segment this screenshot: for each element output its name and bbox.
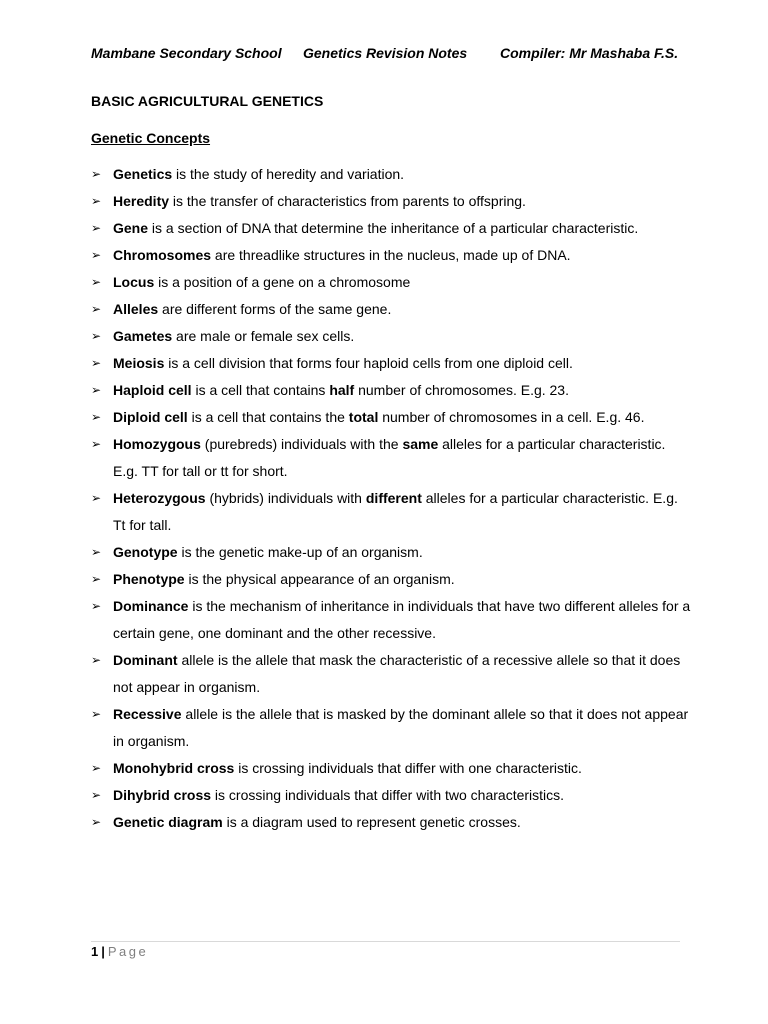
- concept-text: is the mechanism of inheritance in individuals that have two different alleles for a certain gene, one dominant and the other recessive.: [113, 598, 691, 641]
- list-item: [91, 431, 691, 485]
- concept-term: Alleles: [113, 301, 159, 317]
- concept-term: Monohybrid cross: [113, 760, 235, 776]
- header-notes-title: Genetics Revision Notes: [303, 45, 468, 61]
- concept-text: is the study of heredity and variation.: [172, 166, 405, 182]
- document-title: BASIC AGRICULTURAL GENETICS: [91, 93, 324, 109]
- list-item: [91, 809, 691, 836]
- concept-term: Gametes: [113, 328, 173, 344]
- concept-term: Heterozygous: [113, 490, 206, 506]
- concept-term: Recessive: [113, 706, 182, 722]
- list-item: [91, 647, 691, 701]
- concept-text: is a section of DNA that determine the inheritance of a particular characteristic.: [148, 220, 639, 236]
- concept-text: is a cell that contains: [191, 382, 330, 398]
- list-item: [91, 296, 691, 323]
- concept-text: is the transfer of characteristics from parents to offspring.: [169, 193, 526, 209]
- arrowhead-bullet-icon: ➢: [91, 356, 102, 370]
- concept-list: [91, 161, 691, 836]
- arrowhead-bullet-icon: ➢: [91, 788, 102, 802]
- arrowhead-bullet-icon: ➢: [91, 248, 102, 262]
- concept-term: total: [348, 409, 379, 425]
- concept-text: is a cell division that forms four haploid cells from one diploid cell.: [164, 355, 573, 371]
- arrowhead-bullet-icon: ➢: [91, 275, 102, 289]
- list-item: [91, 755, 691, 782]
- list-item: [91, 161, 691, 188]
- list-item: [91, 701, 691, 755]
- list-item: [91, 782, 691, 809]
- arrowhead-bullet-icon: ➢: [91, 653, 102, 667]
- concept-term: Dominant: [113, 652, 178, 668]
- arrowhead-bullet-icon: ➢: [91, 707, 102, 721]
- concept-text: number of chromosomes. E.g. 23.: [354, 382, 569, 398]
- concept-text: is a cell that contains the: [187, 409, 349, 425]
- arrowhead-bullet-icon: ➢: [91, 545, 102, 559]
- page-footer: [91, 944, 148, 959]
- list-item: [91, 593, 691, 647]
- concept-term: Genetics: [113, 166, 173, 182]
- list-item: [91, 566, 691, 593]
- concept-text: are threadlike structures in the nucleus, made up of DNA.: [211, 247, 571, 263]
- list-item: [91, 404, 691, 431]
- concept-term: Chromosomes: [113, 247, 212, 263]
- list-item: [91, 188, 691, 215]
- concept-term: half: [329, 382, 355, 398]
- concept-text: is the genetic make-up of an organism.: [177, 544, 423, 560]
- arrowhead-bullet-icon: ➢: [91, 599, 102, 613]
- concept-term: Locus: [113, 274, 155, 290]
- concept-text: (purebreds) individuals with the: [200, 436, 403, 452]
- concept-text: alleles for a particular characteristic. E.g. Tt for tall.: [113, 490, 678, 533]
- concept-term: Haploid cell: [113, 382, 192, 398]
- concept-term: Genotype: [113, 544, 178, 560]
- concept-term: Dominance: [113, 598, 189, 614]
- arrowhead-bullet-icon: ➢: [91, 302, 102, 316]
- concept-term: Diploid cell: [113, 409, 188, 425]
- list-item: [91, 323, 691, 350]
- arrowhead-bullet-icon: ➢: [91, 491, 102, 505]
- arrowhead-bullet-icon: ➢: [91, 194, 102, 208]
- concept-term: Meiosis: [113, 355, 165, 371]
- concept-term: Gene: [113, 220, 149, 236]
- concept-term: Heredity: [113, 193, 170, 209]
- arrowhead-bullet-icon: ➢: [91, 572, 102, 586]
- concept-text: is a position of a gene on a chromosome: [154, 274, 411, 290]
- concept-text: (hybrids) individuals with: [205, 490, 366, 506]
- list-item: [91, 215, 691, 242]
- concept-term: Genetic diagram: [113, 814, 223, 830]
- concept-text: number of chromosomes in a cell. E.g. 46.: [378, 409, 645, 425]
- header-compiler: Compiler: Mr Mashaba F.S.: [500, 45, 679, 61]
- page-separator: |: [101, 944, 105, 959]
- concept-term: different: [365, 490, 422, 506]
- list-item: [91, 485, 691, 539]
- arrowhead-bullet-icon: ➢: [91, 761, 102, 775]
- concept-text: are male or female sex cells.: [172, 328, 355, 344]
- list-item: [91, 539, 691, 566]
- concept-term: same: [402, 436, 439, 452]
- concept-text: is a diagram used to represent genetic crosses.: [222, 814, 521, 830]
- header-school: Mambane Secondary School: [91, 45, 282, 61]
- concept-text: are different forms of the same gene.: [158, 301, 392, 317]
- list-item: [91, 269, 691, 296]
- concept-term: Homozygous: [113, 436, 201, 452]
- arrowhead-bullet-icon: ➢: [91, 329, 102, 343]
- concept-text: alleles for a particular characteristic. E.g. TT for tall or tt for short.: [113, 436, 666, 479]
- arrowhead-bullet-icon: ➢: [91, 410, 102, 424]
- section-heading: Genetic Concepts: [91, 130, 211, 146]
- list-item: [91, 350, 691, 377]
- concept-text: is the physical appearance of an organism.: [184, 571, 455, 587]
- page-number: 1: [91, 944, 99, 959]
- concept-text: allele is the allele that mask the characteristic of a recessive allele so that it does not appear in organism.: [113, 652, 681, 695]
- list-item: [91, 242, 691, 269]
- arrowhead-bullet-icon: ➢: [91, 221, 102, 235]
- arrowhead-bullet-icon: ➢: [91, 167, 102, 181]
- concept-text: is crossing individuals that differ with two characteristics.: [211, 787, 565, 803]
- concept-term: Dihybrid cross: [113, 787, 212, 803]
- footer-divider: [91, 941, 680, 942]
- concept-text: allele is the allele that is masked by the dominant allele so that it does not appear in organism.: [113, 706, 689, 749]
- page-label: Page: [107, 944, 149, 959]
- arrowhead-bullet-icon: ➢: [91, 815, 102, 829]
- concept-text: is crossing individuals that differ with one characteristic.: [234, 760, 582, 776]
- concept-term: Phenotype: [113, 571, 185, 587]
- list-item: [91, 377, 691, 404]
- arrowhead-bullet-icon: ➢: [91, 383, 102, 397]
- arrowhead-bullet-icon: ➢: [91, 437, 102, 451]
